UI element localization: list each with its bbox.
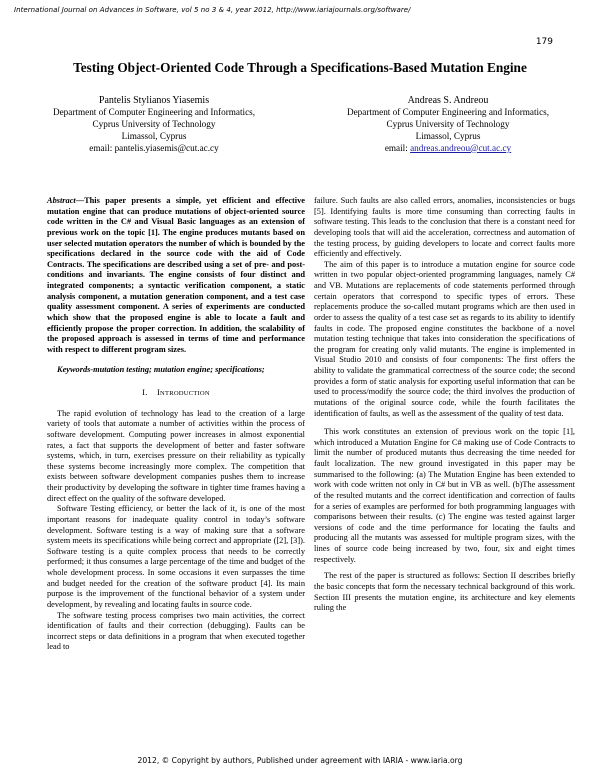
- abstract: [47, 196, 305, 355]
- author-department: Department of Computer Engineering and Informatics,: [346, 106, 550, 117]
- section-title-initial: I: [156, 387, 161, 397]
- keywords: Keywords-mutation testing; mutation engine; specifications;: [57, 365, 265, 375]
- author-name: Pantelis Stylianos Yiasemis: [98, 95, 210, 106]
- author-email-line: [318, 143, 578, 155]
- section-number: I.: [142, 387, 148, 397]
- body-paragraph: The rest of the paper is structured as follows: Section II describes briefly the basic concepts that form the necessary technical background of this work. Section III presents the mutation engine, its architecture and key elements ruling the: [314, 571, 575, 613]
- author-university: Cyprus University of Technology: [386, 118, 510, 129]
- abstract-text: —This paper presents a simple, yet efficient and effective mutation engine that can produce mutations of object-oriented source code written in the C# and Visual Basic languages as an extension of previous work on the topic [1]. The engine produces mutants based on user selected mutation operators the number of which is bounded by the specifications declared in the source code with the aid of Code Contracts. The specifications are described using a set of pre- and post-conditions and invariants. The engine consists of four distinct and integrated components; a syntactic verification component, a static analysis component, a mutation generation component, and a test case quality assessment component. A series of experiments are conducted which show that the proposed engine is able to locate a fault and efficiently propose the proper correction. In addition, the scalability of the proposed approach is assessed in terms of time and performance with respect to different program sizes.: [47, 196, 305, 354]
- body-paragraph: The rapid evolution of technology has lead to the creation of a large variety of tools that automate a number of activities within the process of software development. Computing power increases in almost exponential rates, a fact that supports the development of better and faster software systems, which, in turn, exercises pressure on their reliability as typically these systems become increasingly more complex. The competition that exists between software development companies pushes them to increase their productivity by developing the software in tighter time frames having a direct effect on the quality of the software developed.: [47, 408, 305, 503]
- author-name: Andreas S. Andreou: [407, 95, 489, 106]
- section-heading: [47, 387, 305, 400]
- right-column: [314, 196, 575, 614]
- body-paragraph: This work constitutes an extension of previous work on the topic [1], which introduced a Mutation Engine for C# making use of Code Contracts to limit the number of produced mutants thus decreasing the time needed for fault localization. The new ground investigated in this paper may be summarised to the following: (a) The Mutation Engine has been extended to work with code written not only in C# but in VB as well. (b)The assessment of the resulted mutants and the correct identification and correction of faults for a series of examples are performed for both programming languages with comparisons between their results. (c) The engine was tested against larger versions of code and the time performance for locating the faults and producing all the mutants was assessed for multiple program sizes, with the lines of source code being increased by two, four, six and eight times respectively.: [314, 427, 575, 564]
- author-block-1: [24, 95, 284, 155]
- paper-title: Testing Object-Oriented Code Through a Specifications-Based Mutation Engine: [73, 60, 527, 75]
- abstract-label: Abstract: [47, 196, 76, 205]
- author-department: Department of Computer Engineering and Informatics,: [52, 106, 256, 117]
- body-paragraph: The aim of this paper is to introduce a mutation engine for source code written in two popular object-oriented programming languages, namely C# and VB. Mutations are replacements of code statements performed through certain operators that correspond to specific types of errors. These replacements produce the so-called mutant programs which are then used in order to assess the quality of a test case set as regards to its ability to identify faults in code. The proposed engine constitutes the backbone of a novel mutation testing technique that takes into consideration the specifications of the program for creating only valid mutants. The engine is implemented in Visual Studio 2010 and consists of four components: The first offers the ability to validate the grammatical correctness of the source code; the second provides a form of static analysis for exporting useful information that can be used to process/modify the source code; the third involves the production of mutations of the original source code, while the fourth facilitates the identification of faults, as well as the assessment of the quality of test data.: [314, 259, 575, 418]
- section-title-rest: NTRODUCTION: [160, 390, 210, 397]
- author-email-link[interactable]: andreas.andreou@cut.ac.cy: [410, 142, 512, 153]
- page-number: 179: [535, 37, 553, 47]
- journal-header: International Journal on Advances in Software, vol 5 no 3 & 4, year 2012, http://www.iariajournals.org/software/: [14, 6, 411, 14]
- author-email-line: [24, 143, 284, 155]
- left-column: [47, 196, 305, 653]
- author-block-2: [318, 95, 578, 155]
- email-label: email:: [384, 142, 411, 153]
- author-city: Limassol, Cyprus: [415, 130, 481, 141]
- author-email: pantelis.yiasemis@cut.ac.cy: [114, 142, 219, 153]
- email-label: email:: [89, 142, 115, 153]
- body-paragraph: The software testing process comprises two main activities, the correct identification of faults and their correction (debugging). Faults can be incorrect steps or data definitions in a program that when executed together lead to: [47, 610, 305, 652]
- body-paragraph: Software Testing efficiency, or better the lack of it, is one of the most important reasons for inadequate quality control in today’s software development. Software testing is a way of making sure that a software system meets its specifications while being correct and appropriate ([2], [3]). Software testing is a quite complex process that needs to be correctly performed; it thus consumes a large percentage of the time and budget of the whole development process. In some occasions it even surpasses the time and budget needed for the creation of the software product [4]. Its main purpose is the improvement of the functional behavior of a system under development, by revealing and locating faults in source code.: [47, 504, 305, 609]
- body-paragraph: failure. Such faults are also called errors, anomalies, inconsistencies or bugs [5]. Identifying faults is more time consuming than correcting faults in software testing. This leads to the conclusion that there is a constant need for developing tools that will aid the acceleration, correctness and automation of the testing process, by guiding developers to locate and correct faults more efficiently and effectively.: [314, 196, 575, 259]
- author-city: Limassol, Cyprus: [121, 130, 187, 141]
- footer-copyright: 2012, © Copyright by authors, Published under agreement with IARIA - www.iaria.org: [137, 756, 463, 765]
- author-university: Cyprus University of Technology: [92, 118, 216, 129]
